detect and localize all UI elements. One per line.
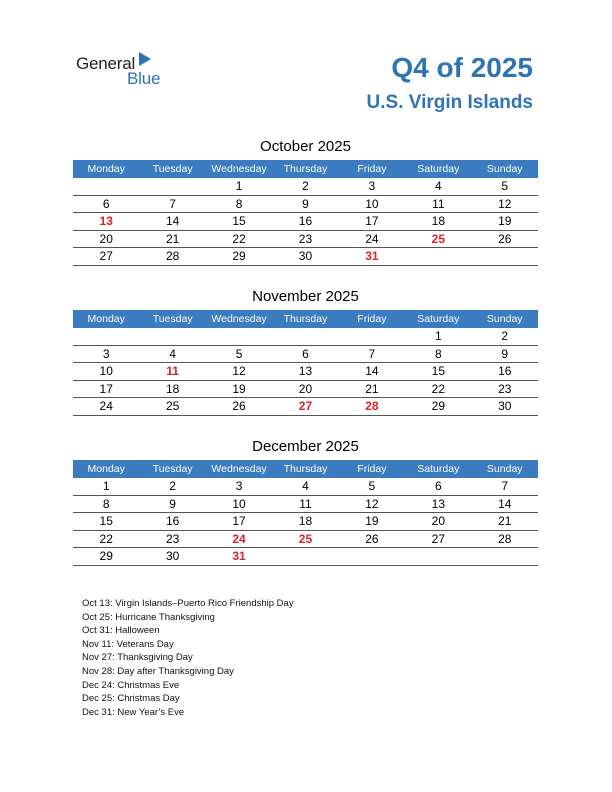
weekday-header: Tuesday bbox=[152, 313, 193, 325]
day-cell: 14 bbox=[165, 214, 180, 228]
day-cell: 21 bbox=[365, 381, 379, 396]
day-cell: 12 bbox=[365, 496, 379, 511]
day-cell bbox=[272, 328, 338, 345]
day-cell: 10 bbox=[232, 496, 246, 511]
day-cell: 9 bbox=[302, 196, 309, 211]
month-calendar-november bbox=[73, 287, 538, 416]
day-cell: 28 bbox=[498, 531, 512, 546]
day-cell: 3 bbox=[102, 346, 110, 361]
day-cell: 1 bbox=[102, 479, 110, 493]
weekday-header: Thursday bbox=[283, 313, 328, 325]
logo-flag-icon bbox=[139, 52, 151, 66]
day-cell bbox=[405, 548, 471, 565]
day-cell bbox=[472, 248, 538, 265]
day-cell bbox=[339, 548, 405, 565]
weekday-header: Tuesday bbox=[152, 463, 193, 475]
day-cell: 3 bbox=[235, 479, 243, 493]
weekday-header-row bbox=[73, 310, 538, 328]
month-title: October 2025 bbox=[260, 138, 351, 155]
day-cell: 1 bbox=[235, 179, 243, 193]
day-cell: 19 bbox=[498, 214, 512, 228]
day-cell: 6 bbox=[302, 346, 309, 361]
day-cell: 8 bbox=[434, 346, 442, 361]
weekday-header: Monday bbox=[87, 163, 125, 175]
holiday-note: Nov 28: Day after Thanksgiving Day bbox=[82, 665, 234, 677]
logo-text-blue: Blue bbox=[127, 69, 161, 88]
day-cell: 21 bbox=[498, 514, 512, 528]
day-cell bbox=[73, 328, 139, 345]
logo-text-general: General bbox=[76, 54, 136, 73]
day-cell: 14 bbox=[498, 496, 512, 511]
day-cell: 14 bbox=[365, 364, 379, 378]
weekday-header: Friday bbox=[357, 313, 387, 325]
day-cell: 8 bbox=[235, 196, 243, 211]
holiday-note: Dec 31: New Year’s Eve bbox=[82, 706, 185, 718]
day-cell: 13 bbox=[99, 214, 113, 228]
day-cell: 18 bbox=[431, 214, 445, 228]
day-cell: 17 bbox=[99, 381, 113, 396]
weekday-header: Friday bbox=[357, 463, 387, 475]
day-cell: 2 bbox=[302, 179, 309, 193]
day-cell: 12 bbox=[498, 196, 512, 211]
day-cell: 19 bbox=[365, 514, 379, 528]
week-row bbox=[73, 531, 538, 549]
day-cell: 11 bbox=[432, 196, 445, 211]
day-cell: 24 bbox=[232, 531, 246, 546]
day-cell: 22 bbox=[232, 231, 246, 246]
day-cell: 28 bbox=[365, 399, 379, 413]
weekday-header: Monday bbox=[87, 463, 125, 475]
day-cell: 4 bbox=[434, 179, 442, 193]
weekday-header-row bbox=[73, 460, 538, 478]
day-cell: 13 bbox=[298, 364, 313, 378]
day-cell: 25 bbox=[298, 531, 313, 546]
day-cell: 6 bbox=[434, 479, 442, 493]
day-cell: 5 bbox=[368, 479, 376, 493]
weekday-header: Saturday bbox=[417, 463, 460, 475]
day-cell: 10 bbox=[365, 196, 379, 211]
day-cell bbox=[73, 178, 139, 195]
weekday-header: Saturday bbox=[417, 163, 460, 175]
day-cell: 20 bbox=[298, 381, 313, 396]
week-row bbox=[73, 478, 538, 496]
holiday-note: Nov 11: Veterans Day bbox=[82, 638, 174, 650]
week-row bbox=[73, 178, 538, 196]
day-cell: 11 bbox=[166, 364, 179, 378]
day-cell: 21 bbox=[165, 231, 180, 246]
day-cell: 1 bbox=[434, 329, 442, 343]
day-cell: 12 bbox=[232, 364, 246, 378]
week-row bbox=[73, 398, 538, 416]
weekday-header: Tuesday bbox=[152, 163, 193, 175]
day-cell: 22 bbox=[431, 381, 445, 396]
generalblue-logo bbox=[76, 52, 186, 88]
day-cell: 28 bbox=[165, 249, 180, 263]
day-cell: 9 bbox=[169, 496, 176, 511]
day-cell: 20 bbox=[99, 231, 113, 246]
day-cell: 16 bbox=[498, 364, 512, 378]
holiday-note: Dec 24: Christmas Eve bbox=[82, 679, 180, 691]
day-cell: 7 bbox=[169, 196, 176, 211]
day-cell: 15 bbox=[431, 364, 445, 378]
week-row bbox=[73, 196, 538, 214]
month-calendar-october bbox=[73, 137, 538, 266]
day-cell bbox=[206, 328, 272, 345]
week-row bbox=[73, 363, 538, 381]
day-cell: 24 bbox=[99, 399, 113, 413]
day-cell: 15 bbox=[99, 514, 113, 528]
holiday-note: Oct 13: Virgin Islands–Puerto Rico Friendship Day bbox=[82, 598, 294, 609]
week-row bbox=[73, 346, 538, 364]
day-cell: 9 bbox=[501, 346, 509, 361]
week-row bbox=[73, 513, 538, 531]
day-cell: 16 bbox=[298, 214, 313, 228]
day-cell: 19 bbox=[232, 381, 246, 396]
weekday-header: Wednesday bbox=[211, 463, 267, 475]
day-cell: 25 bbox=[431, 231, 445, 246]
day-cell: 17 bbox=[232, 514, 246, 528]
page-subtitle: U.S. Virgin Islands bbox=[366, 92, 533, 113]
day-cell: 30 bbox=[298, 249, 313, 263]
day-cell: 24 bbox=[365, 231, 379, 246]
weekday-header: Saturday bbox=[417, 313, 460, 325]
day-cell: 29 bbox=[431, 399, 445, 413]
week-row bbox=[73, 496, 538, 514]
weekday-header: Wednesday bbox=[211, 313, 267, 325]
day-cell: 23 bbox=[498, 381, 512, 396]
week-row bbox=[73, 213, 538, 231]
day-cell: 7 bbox=[501, 479, 509, 493]
day-cell: 27 bbox=[298, 399, 313, 413]
weekday-header: Wednesday bbox=[211, 163, 267, 175]
day-cell: 18 bbox=[298, 514, 313, 528]
day-cell bbox=[139, 328, 205, 345]
page-title: Q4 of 2025 bbox=[391, 52, 533, 83]
day-cell bbox=[405, 248, 471, 265]
day-cell: 27 bbox=[99, 249, 113, 263]
day-cell: 29 bbox=[99, 549, 113, 563]
weekday-header: Sunday bbox=[486, 313, 523, 325]
holiday-note: Dec 25: Christmas Day bbox=[82, 693, 180, 705]
week-row bbox=[73, 548, 538, 566]
day-cell: 8 bbox=[102, 496, 110, 511]
week-row bbox=[73, 248, 538, 266]
day-cell: 11 bbox=[299, 496, 312, 511]
day-cell: 5 bbox=[501, 179, 509, 193]
week-row bbox=[73, 328, 538, 346]
weekday-header: Sunday bbox=[486, 163, 523, 175]
day-cell: 30 bbox=[498, 399, 512, 413]
day-cell bbox=[272, 548, 338, 565]
week-row bbox=[73, 381, 538, 399]
day-cell: 20 bbox=[431, 514, 445, 528]
weekday-header: Monday bbox=[87, 313, 125, 325]
day-cell: 4 bbox=[302, 479, 309, 493]
day-cell: 30 bbox=[165, 549, 180, 563]
day-cell: 29 bbox=[232, 249, 246, 263]
weekday-header: Thursday bbox=[283, 463, 328, 475]
day-cell bbox=[139, 178, 205, 195]
day-cell: 10 bbox=[99, 364, 113, 378]
day-cell bbox=[472, 548, 538, 565]
day-cell: 16 bbox=[165, 514, 180, 528]
day-cell: 31 bbox=[365, 249, 379, 263]
day-cell: 31 bbox=[232, 549, 246, 563]
day-cell: 15 bbox=[232, 214, 246, 228]
holiday-notes bbox=[82, 597, 294, 719]
day-cell: 17 bbox=[365, 214, 379, 228]
weekday-header-row bbox=[73, 160, 538, 178]
weekday-header: Thursday bbox=[283, 163, 328, 175]
day-cell: 7 bbox=[368, 346, 376, 361]
holiday-note: Oct 31: Halloween bbox=[82, 625, 160, 637]
day-cell: 26 bbox=[365, 531, 379, 546]
day-cell: 22 bbox=[99, 531, 113, 546]
month-title: December 2025 bbox=[252, 438, 359, 455]
month-title: November 2025 bbox=[252, 288, 359, 305]
day-cell: 3 bbox=[368, 179, 376, 193]
day-cell: 27 bbox=[431, 531, 445, 546]
day-cell: 13 bbox=[431, 496, 445, 511]
holiday-note: Oct 25: Hurricane Thanksgiving bbox=[82, 611, 215, 623]
day-cell: 18 bbox=[165, 381, 180, 396]
day-cell: 6 bbox=[102, 196, 110, 211]
day-cell: 5 bbox=[235, 346, 243, 361]
day-cell: 25 bbox=[165, 399, 180, 413]
weekday-header: Sunday bbox=[486, 463, 523, 475]
day-cell: 26 bbox=[498, 231, 512, 246]
day-cell: 2 bbox=[169, 479, 176, 493]
day-cell: 4 bbox=[169, 346, 176, 361]
week-row bbox=[73, 231, 538, 249]
holiday-note: Nov 27: Thanksgiving Day bbox=[82, 652, 193, 664]
month-calendar-december bbox=[73, 437, 538, 566]
day-cell: 2 bbox=[501, 329, 509, 343]
day-cell: 23 bbox=[165, 531, 180, 546]
day-cell bbox=[339, 328, 405, 345]
day-cell: 23 bbox=[298, 231, 313, 246]
day-cell: 26 bbox=[232, 399, 246, 413]
weekday-header: Friday bbox=[357, 163, 387, 175]
